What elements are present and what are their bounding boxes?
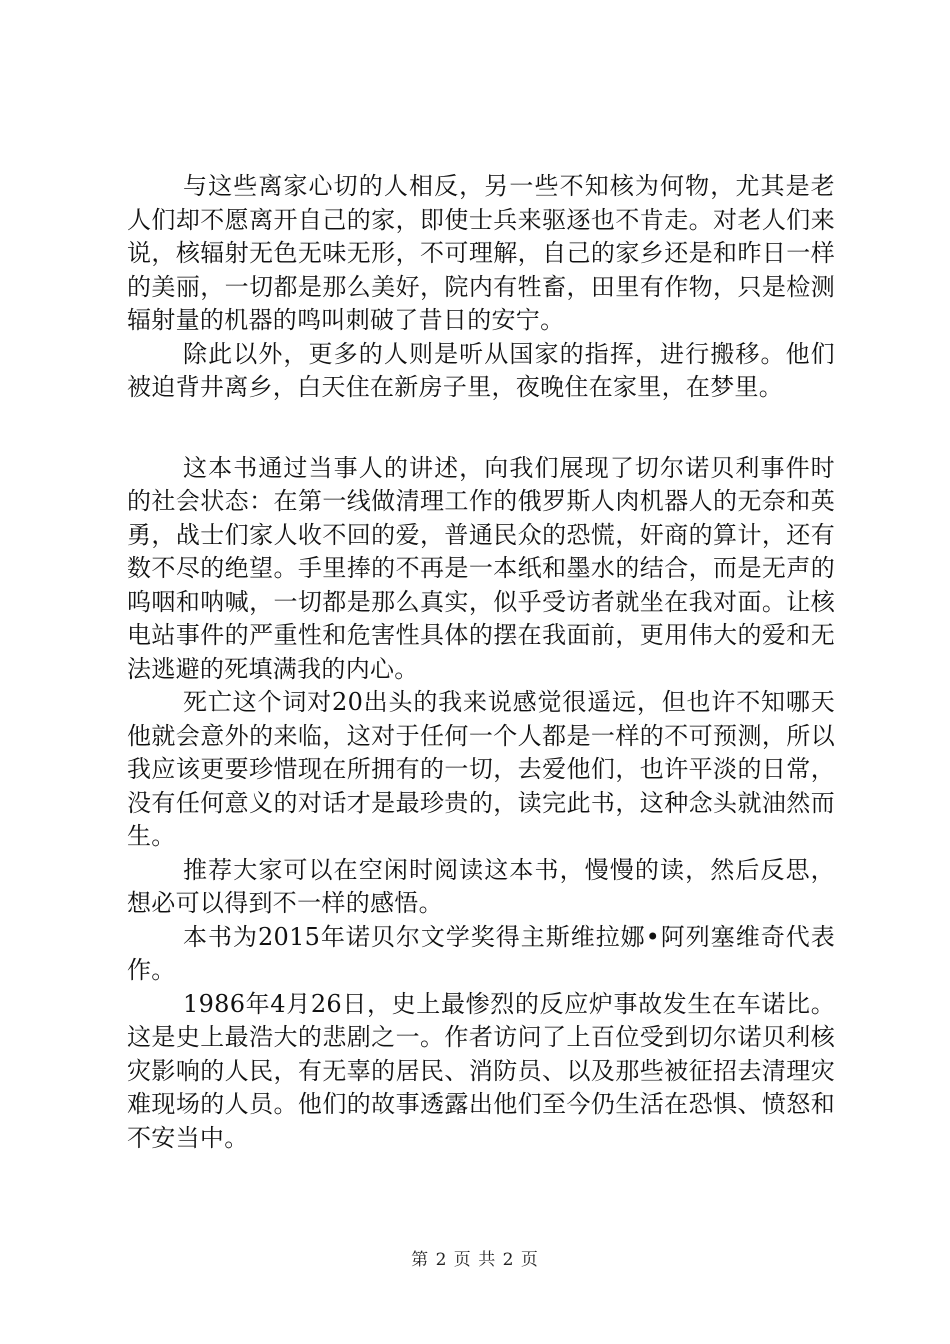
- paragraph-gap: [127, 405, 835, 452]
- page-footer: 第 2 页 共 2 页: [411, 1250, 539, 1270]
- paragraph-recommendation: 推荐大家可以在空闲时阅读这本书，慢慢的读，然后反思，想必可以得到不一样的感悟。: [127, 855, 835, 917]
- paragraph-elderly-refuse: 与这些离家心切的人相反，另一些不知核为何物，尤其是老人们却不愿离开自己的家，即使士兵来驱逐也不肯走。对老人们来说，核辐射无色无味无形，不可理解，自己的家乡还是和昨日一样的美丽，一切都是那么美好，院内有牲畜，田里有作物，只是检测辐射量的机器的鸣叫刺破了昔日的安宁。: [127, 172, 835, 334]
- paragraph-book-summary: 1986年4月26日，史上最惨烈的反应炉事故发生在车诺比。这是史上最浩大的悲剧之一。作者访问了上百位受到切尔诺贝利核灾影响的人民，有无辜的居民、消防员、以及那些被征招去清理灾难现场的人员。他们的故事透露出他们至今仍生活在恐惧、愤怒和不安当中。: [127, 989, 835, 1152]
- paragraph-book-review: 这本书通过当事人的讲述，向我们展现了切尔诺贝利事件时的社会状态：在第一线做清理工作的俄罗斯人肉机器人的无奈和英勇，战士们家人收不回的爱，普通民众的恐慌，奸商的算计，还有数不尽的绝望。手里捧的不再是一本纸和墨水的结合，而是无声的呜咽和呐喊，一切都是那么真实，似乎受访者就坐在我对面。让核电站事件的严重性和危害性具体的摆在我面前，更用伟大的爱和无法逃避的死填满我的内心。: [127, 453, 835, 683]
- paragraph-author-note: 本书为2015年诺贝尔文学奖得主斯维拉娜•阿列塞维奇代表作。: [127, 922, 835, 984]
- paragraph-relocation: 除此以外，更多的人则是听从国家的指挥，进行搬移。他们被迫背井离乡，白天住在新房子里，夜晚住在家里，在梦里。: [127, 339, 835, 401]
- paragraph-reflection: 死亡这个词对20出头的我来说感觉很遥远，但也许不知哪天他就会意外的来临，这对于任何一个人都是一样的不可预测，所以我应该更要珍惜现在所拥有的一切，去爱他们，也许平淡的日常，没有任何意义的对话才是最珍贵的，读完此书，这种念头就油然而生。: [127, 688, 835, 850]
- document-body: [127, 170, 835, 1155]
